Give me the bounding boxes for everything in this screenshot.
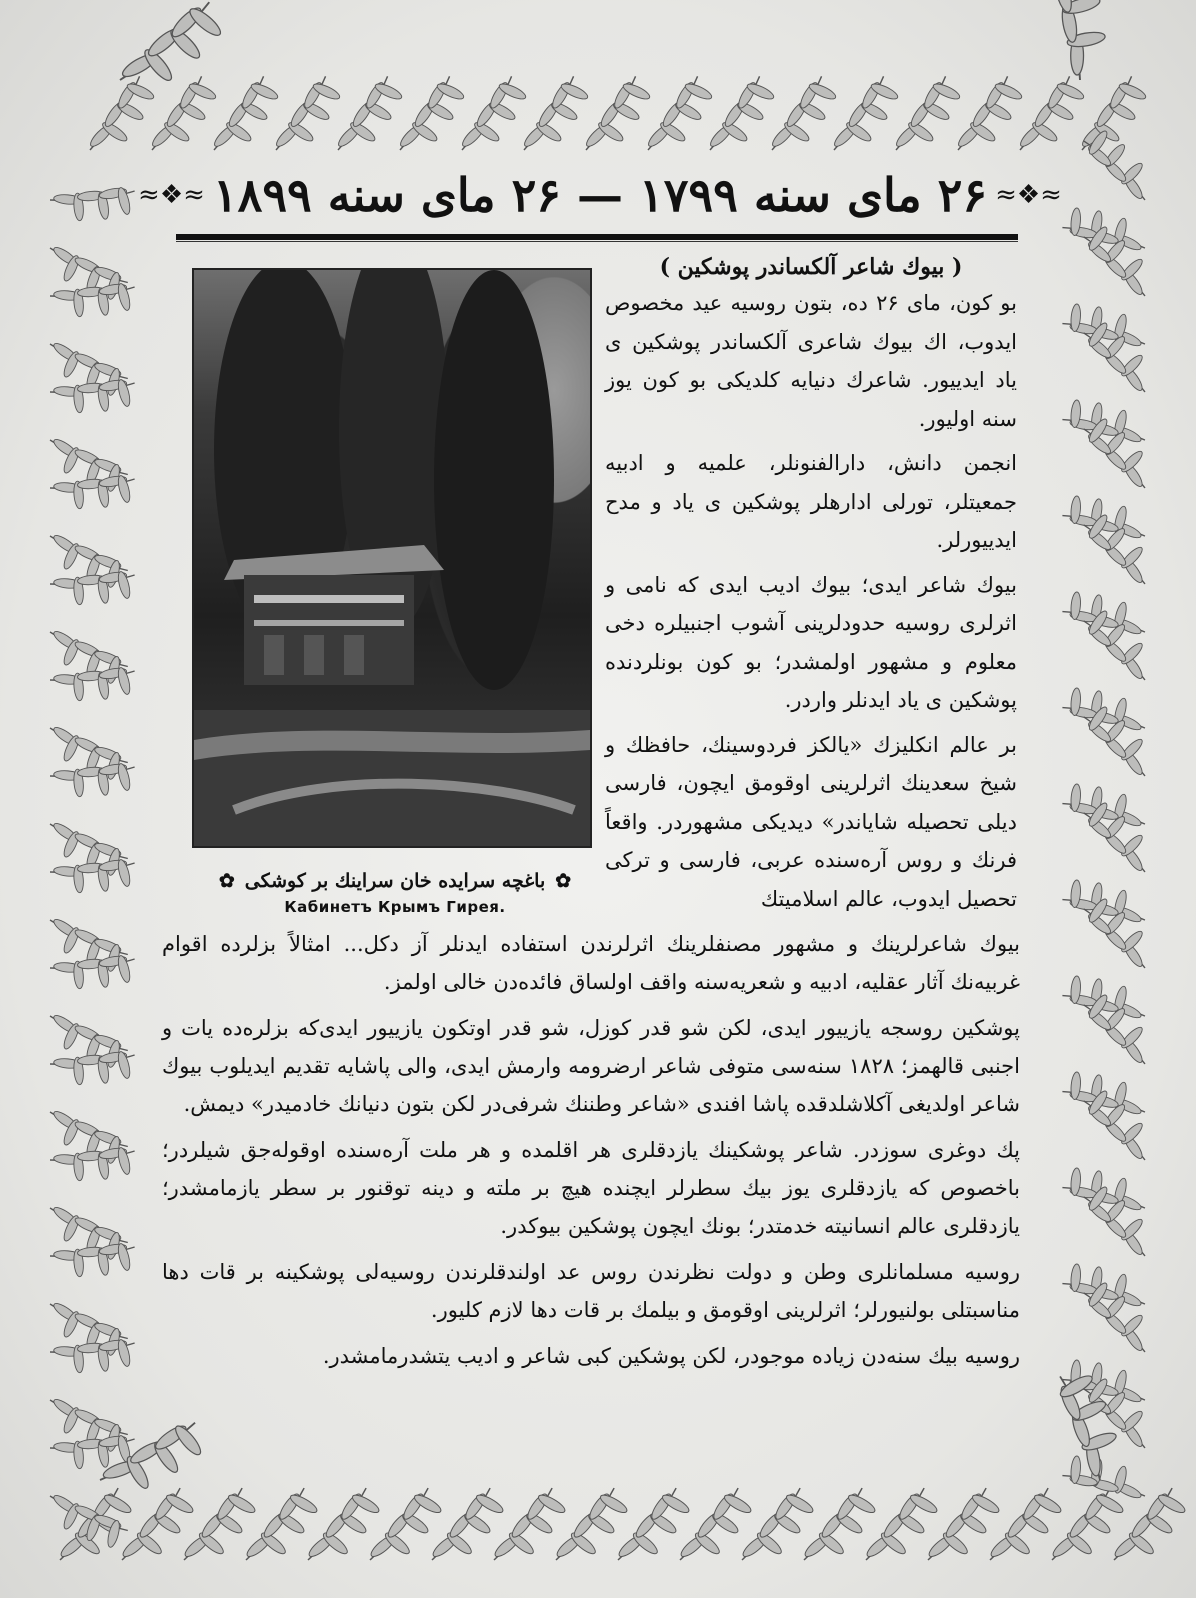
laurel-sprig — [924, 1476, 1006, 1577]
laurel-sprig — [334, 68, 407, 163]
header-rule — [176, 234, 1018, 240]
laurel-sprig — [366, 1476, 448, 1577]
paragraph: بر عالم انكلیزك «یالكز فردوسینك، حافظك و شیخ سعدینك اثرلرینی اوقومق ایچون، فارسی دیلی تحصیله شایاندر» دیدیكی مشهوردر. واقعاً فرنك و روس آره‌سنده عربی، فارسی و تركی تحصیل ایدوب، عالم اسلامیتك — [605, 732, 1017, 911]
paragraph: بیوك شاعرلرینك و مشهور مصنفلرینك اثرلرندن استفاده ایدنلر آز دكل... امثالاً بزلرده اقوام غربیه‌نك آثار عقلیه، ادبیه و شعریه‌سنه واقف اولساق فائده‌دن خالی اولمز. — [162, 932, 1020, 994]
photo-caption — [180, 870, 610, 916]
laurel-sprig — [272, 68, 345, 163]
kiosk-photo-drawing — [194, 270, 590, 846]
paragraph: روسیه بیك سنه‌دن زیاده موجودر، لكن پوشكین كبی شاعر و ادیب یتشدرمامشدر. — [322, 1344, 1020, 1368]
laurel-sprig — [800, 1476, 882, 1577]
laurel-sprig — [48, 162, 142, 242]
laurel-sprig — [458, 68, 531, 163]
laurel-sprig — [242, 1476, 324, 1577]
laurel-sprig — [768, 68, 841, 163]
laurel-sprig — [86, 68, 159, 163]
laurel-sprig — [830, 68, 903, 163]
laurel-sprig — [520, 68, 593, 163]
laurel-sprig — [490, 1476, 572, 1577]
header-dates: ۲۶ مای سنه ۱۷۹۹ — ۲۶ مای سنه ۱۸۹۹ — [212, 168, 988, 222]
laurel-sprig — [862, 1476, 944, 1577]
laurel-sprig — [180, 1476, 262, 1577]
caption-russian: Кабинетъ Крымъ Гирея. — [284, 898, 506, 916]
laurel-sprig — [1019, 0, 1136, 83]
date-header — [138, 160, 1062, 230]
article-column — [605, 254, 1017, 924]
header-ornament-left: ≈❖≈ — [138, 180, 205, 210]
laurel-sprig — [738, 1476, 820, 1577]
paragraph: پك دوغری سوزدر. شاعر پوشكینك یازدقلری هر اقلمده و هر ملت آره‌سنده اوقوله‌جق شیلردر؛ باخصوص كه یازدقلری یوز بیك سطرلر ایچنده هیچ بر ملته و دینه توقنور بر سطر یازمامشدر؛ یازدقلری عالم انسانیته خدمتدر؛ بونك ایچون پوشكین بیوكدر. — [162, 1138, 1020, 1238]
paragraph: روسیه مسلمانلری وطن و دولت نظرندن روس عد اولندقلرندن روسیه‌لی پوشكینه بر قات دها مناسبتلی بولنیورلر؛ اثرلرینی اوقومق و بیلمك بر قات دها لازم كلیور. — [162, 1260, 1020, 1322]
laurel-sprig — [552, 1476, 634, 1577]
header-ornament-right: ≈❖≈ — [995, 180, 1062, 210]
article-full-width — [162, 925, 1020, 1383]
caption-ottoman: باغچه سرایده خان سراینك بر كوشكی — [244, 870, 546, 892]
laurel-sprig — [428, 1476, 510, 1577]
laurel-sprig — [396, 68, 469, 163]
laurel-sprig — [210, 68, 283, 163]
laurel-sprig — [614, 1476, 696, 1577]
caption-ornament-left: ✿ — [218, 870, 235, 892]
laurel-sprig — [118, 1476, 200, 1577]
laurel-sprig — [148, 68, 221, 163]
header-rule-thin — [176, 241, 1018, 242]
laurel-sprig — [706, 68, 779, 163]
laurel-sprig — [582, 68, 655, 163]
paragraph: بو كون، مای ۲۶ ده، بتون روسیه عید مخصوص ایدوب، اك بیوك شاعری آلكساندر پوشكین ی یاد ایدییور. شاعرك دنیایه كلدیكی بو كون یوز سنه اولیور. — [605, 291, 1017, 431]
kiosk-photograph — [192, 268, 592, 848]
caption-ornament-right: ✿ — [555, 870, 572, 892]
article-title: ( بیوك شاعر آلكساندر پوشكین ) — [659, 254, 963, 280]
paragraph: انجمن دانش، دارالفنونلر، علمیه و ادبیه جمعیتلر، تورلی ادارهلر پوشكین ی یاد و مدح ایدییورلر. — [605, 451, 1017, 552]
laurel-sprig — [676, 1476, 758, 1577]
laurel-sprig — [644, 68, 717, 163]
laurel-sprig — [304, 1476, 386, 1577]
laurel-sprig — [986, 1476, 1068, 1577]
paragraph: پوشكین روسجه یازییور ایدی، لكن شو قدر كوزل، شو قدر اوتكون یازییور ایدی‌كه بزلره‌ده یات و اجنبی قالهمز؛ ۱۸۲۸ سنه‌سی متوفی شاعر ارضرومه وارمش ایدی، والی پاشایه تقدیم ایدیلوب بیوك شاعر اولدیغی آكلاشلدقده پاشا افندی «شاعر وطننك شرفی‌در لكن بتون دنیانك خادمیدر» دیمش. — [162, 1016, 1021, 1116]
laurel-sprig — [892, 68, 965, 163]
laurel-sprig — [1016, 68, 1089, 163]
paragraph: بیوك شاعر ایدی؛ بیوك ادیب ایدی كه نامی و اثرلری روسیه حدودلرینی آشوب اجنبیلره دخی معلوم و مشهور اولمشدر؛ بو كون بونلردنده پوشكین ی یاد ایدنلر واردر. — [605, 572, 1017, 712]
laurel-sprig — [954, 68, 1027, 163]
